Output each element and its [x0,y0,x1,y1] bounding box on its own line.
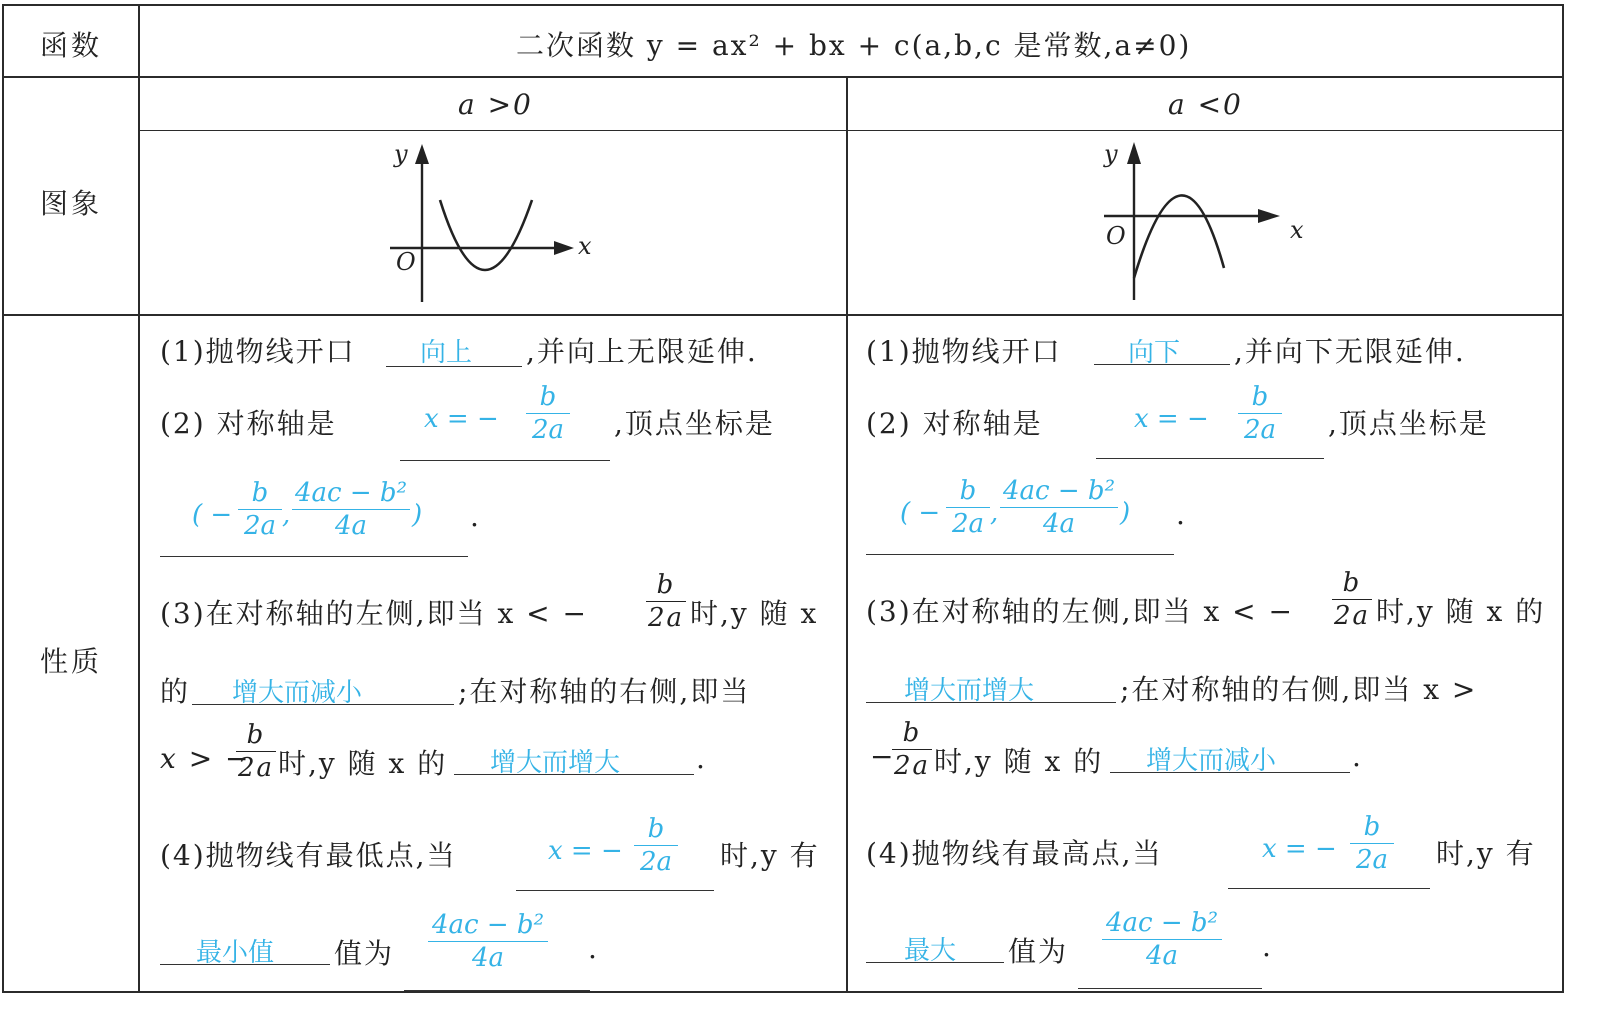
right-p3-mid3: 时,y 随 x 的 [934,745,1104,778]
frac-numerator: b [246,720,266,750]
col-divider-label [138,4,140,993]
frac-bar [946,507,990,508]
frac-numerator: 4ac − b² [1106,908,1218,938]
frac-bar [1350,843,1394,844]
left-p2-answer-x: x = − [424,404,499,434]
left-p3-fraction [646,572,686,631]
left-p4-suffix: 时,y 有 [720,839,820,872]
right-p1-suffix: ,并向下无限延伸. [1234,335,1466,368]
right-p4-period: . [1262,930,1273,963]
right-vertex-x-fraction [946,478,990,537]
frac-numerator: b [1342,568,1362,598]
right-p4-value-label: 值为 [1008,935,1069,968]
frac-numerator: b [1363,812,1381,842]
frac-bar [292,509,410,510]
left-p3-mid2: ;在对称轴的右侧,即当 [458,675,751,708]
frac-numerator: b [902,718,922,748]
parabola-downward-graph [1100,138,1300,308]
right-p3-fraction [1332,570,1372,629]
graph-row-label: 图象 [40,187,103,220]
frac-bar [236,751,276,752]
frac-denominator: 2a [531,415,565,445]
left-vertex-open: ( − [192,500,233,530]
left-p4-blank1 [516,890,714,891]
left-p3-mid: 时,y 随 x [690,597,819,630]
frac-numerator: 4ac − b² [295,478,407,508]
right-p4-value-fraction [1102,910,1222,969]
frac-bar [646,601,686,602]
frac-numerator: b [251,478,269,508]
right-vertex-close: ) [1120,498,1131,528]
graph1-x-label: x [578,232,592,260]
graph1-y-label: y [394,140,408,168]
left-vertex-y-fraction [292,480,410,539]
left-p2-suffix: ,顶点坐标是 [614,407,775,440]
function-title: 二次函数 y = ax² + bx + c(a,b,c 是常数,a≠0) [516,29,1192,62]
right-p4-prefix: (4)抛物线有最高点,当 [866,837,1163,870]
left-p1-suffix: ,并向上无限延伸. [526,335,758,368]
frac-bar [1000,507,1118,508]
left-p3-period: . [696,742,707,775]
left-p2-blank [400,460,610,461]
left-p3-prefix: (3)在对称轴的左侧,即当 x < − [160,597,588,630]
right-vertex-blank [866,554,1174,555]
left-p4-fraction [634,816,678,875]
frac-denominator: 4a [471,943,505,973]
right-p2-prefix: (2) 对称轴是 [866,407,1043,440]
frac-bar [892,749,932,750]
graph2-y-label: y [1104,140,1118,168]
right-p2-answer-x: x = − [1134,404,1209,434]
table-border-right [1562,4,1564,993]
left-vertex-close: ) [412,500,423,530]
frac-numerator: b [959,476,977,506]
frac-bar [526,413,570,414]
frac-denominator: 2a [1355,845,1389,875]
left-p3-answer1: 增大而减小 [232,678,363,708]
right-p1-prefix: (1)抛物线开口 [866,335,1062,368]
right-p4-suffix: 时,y 有 [1436,837,1536,870]
frac-denominator: 2a [1243,415,1277,445]
right-p3-period: . [1352,740,1363,773]
right-vertex-comma: , [990,498,999,528]
left-p2-prefix: (2) 对称轴是 [160,407,337,440]
left-vertex-blank [160,556,468,557]
row-divider-cases [138,130,1564,131]
table-border-bottom [2,991,1564,993]
frac-denominator: 4a [1042,509,1076,539]
right-p4-fraction [1350,814,1394,873]
left-p2-fraction [526,384,570,443]
frac-denominator: 2a [243,511,277,541]
frac-denominator: 2a [951,509,985,539]
right-vertex-y-fraction [1000,478,1118,537]
frac-denominator: 2a [647,603,685,633]
left-p4-answer-x: x = − [548,836,623,866]
table-border-left [2,4,4,993]
frac-numerator: b [647,814,665,844]
row-divider-header [2,76,1564,78]
right-vertex-open: ( − [900,498,941,528]
col-divider-cases [846,76,848,993]
left-p1-answer: 向上 [420,338,473,368]
right-p4-blank1 [1228,888,1430,889]
graph2-origin-label: O [1106,222,1126,250]
right-p3-neg: − [870,740,896,773]
frac-bar [1102,939,1222,940]
properties-row-label: 性质 [40,645,103,678]
left-p3-mid3: 时,y 随 x 的 [278,747,448,780]
table-border-top [2,4,1564,6]
case-a-positive: a >0 [458,88,533,121]
frac-bar [428,941,548,942]
right-p3-answer2: 增大而减小 [1146,746,1277,776]
graph2-x-label: x [1290,216,1304,244]
left-p4-blank3 [404,990,590,991]
left-vertex-comma: , [282,500,291,530]
right-p4-answer: 最大 [904,936,957,966]
left-vertex-period: . [470,500,481,533]
frac-bar [1332,599,1372,600]
frac-numerator: 4ac − b² [432,910,544,940]
frac-bar [1238,413,1282,414]
frac-numerator: b [539,382,557,412]
right-p3-mid2: ;在对称轴的右侧,即当 x > [1120,673,1478,706]
left-p1-prefix: (1)抛物线开口 [160,335,356,368]
frac-bar [238,509,282,510]
frac-numerator: 4ac − b² [1003,476,1115,506]
row-divider-graph [2,314,1564,316]
right-p2-fraction [1238,384,1282,443]
left-p4-period: . [588,932,599,965]
frac-numerator: b [1251,382,1269,412]
frac-denominator: 2a [237,753,275,783]
frac-denominator: 4a [1145,941,1179,971]
left-vertex-x-fraction [238,480,282,539]
right-p4-answer-x: x = − [1262,834,1337,864]
right-p3-fraction2 [892,720,932,779]
right-p4-blank3 [1078,988,1262,989]
left-p4-prefix: (4)抛物线有最低点,当 [160,839,457,872]
frac-denominator: 2a [639,847,673,877]
left-p4-answer: 最小值 [196,938,275,968]
left-p4-value-label: 值为 [334,937,395,970]
left-p3-answer2: 增大而增大 [490,748,621,778]
frac-denominator: 2a [893,751,931,781]
left-p3-fraction2 [236,722,276,781]
right-p3-answer1: 增大而增大 [904,676,1035,706]
left-p4-value-fraction [428,912,548,971]
graph1-origin-label: O [396,248,416,276]
right-p3-prefix: (3)在对称轴的左侧,即当 x < − [866,595,1294,628]
right-p3-mid: 时,y 随 x 的 [1376,595,1546,628]
frac-denominator: 2a [1333,601,1371,631]
right-p1-answer: 向下 [1128,338,1181,368]
right-p2-suffix: ,顶点坐标是 [1328,407,1489,440]
frac-denominator: 4a [334,511,368,541]
right-vertex-period: . [1176,498,1187,531]
parabola-upward-graph [380,140,610,310]
frac-bar [634,845,678,846]
right-p2-blank [1096,458,1324,459]
function-label: 函数 [40,29,103,62]
frac-numerator: b [656,570,676,600]
case-a-negative: a <0 [1168,88,1243,121]
left-p3-de: 的 [160,675,191,708]
left-p3-x-gt: x > − [160,742,251,775]
